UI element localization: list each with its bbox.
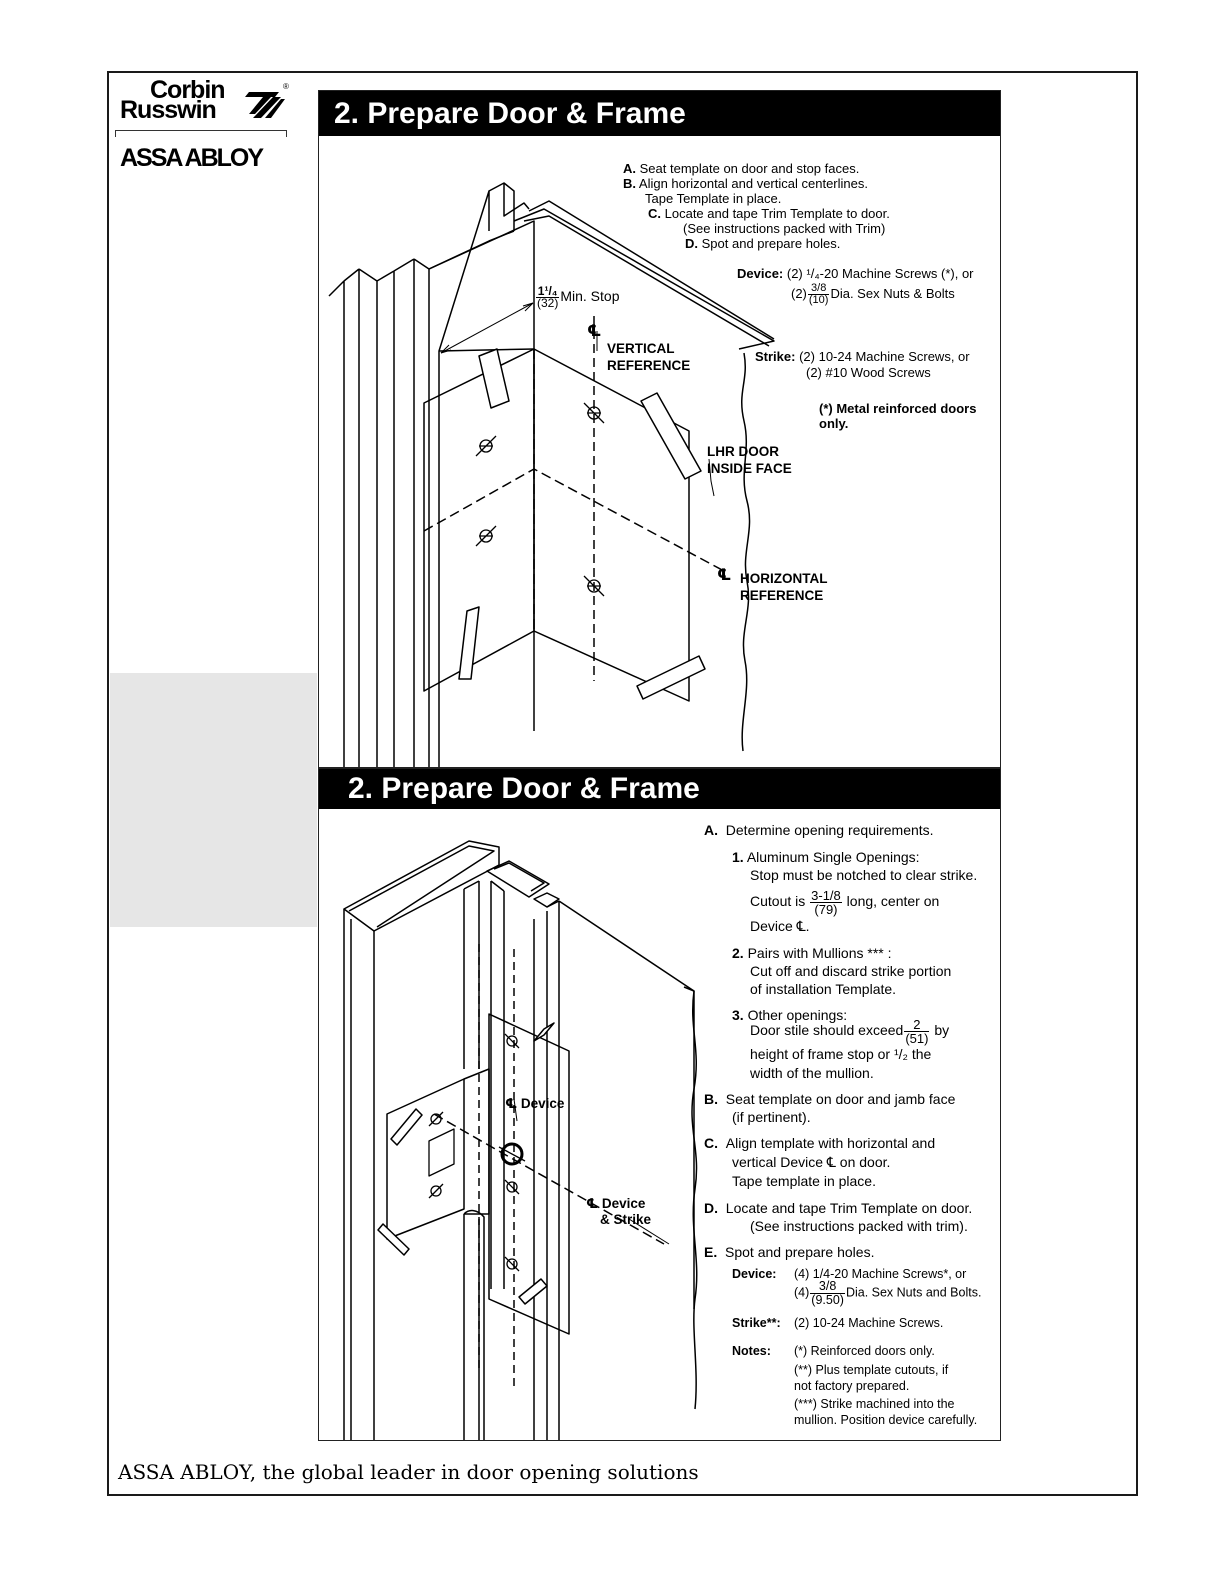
- step-a2: 2. Pairs with Mullions *** :: [732, 945, 892, 961]
- top-step-c: C. Locate and tape Trim Template to door.: [648, 206, 890, 221]
- logo-corbin-text: Corbin: [150, 76, 225, 104]
- top-note-line2: only.: [819, 416, 849, 431]
- strike-spec-line: (2) 10-24 Machine Screws.: [794, 1316, 944, 1330]
- door-label-1: LHR DOOR: [707, 444, 779, 459]
- logo-russwin-text: Russwin: [120, 96, 216, 124]
- step-a: A. Determine opening requirements.: [704, 822, 934, 838]
- step-a3-cont-3: width of the mullion.: [750, 1065, 874, 1081]
- device-spec-label: Device:: [732, 1267, 777, 1281]
- note-3b: mullion. Position device carefully.: [794, 1413, 978, 1427]
- top-step-a: A. Seat template on door and stop faces.: [623, 161, 860, 176]
- step-c: C. Align template with horizontal and: [704, 1135, 936, 1151]
- device-centerline-label: ℄ Device: [505, 1096, 565, 1111]
- top-strike-spec-line2: (2) #10 Wood Screws: [806, 365, 931, 380]
- logo-stripes-icon: [245, 84, 285, 120]
- step-b: B. Seat template on door and jamb face: [704, 1091, 956, 1107]
- footer-tagline: ASSA ABLOY, the global leader in door opening solutions: [118, 1460, 699, 1484]
- device-strike-label-1: ℄ Device: [586, 1196, 646, 1211]
- device-spec-line2: (4) $\frac{3/8}{(9.50)}$ Dia. Sex Nuts and Bolts.: [794, 1279, 982, 1307]
- top-strike-spec: Strike: (2) 10-24 Machine Screws, or: [755, 349, 970, 364]
- step-a2-cont-1: Cut off and discard strike portion: [750, 963, 952, 979]
- top-device-spec: Device: (2) ¹/₄-20 Machine Screws (*), or: [737, 266, 974, 281]
- bottom-panel-title: 2. Prepare Door & Frame: [319, 769, 1000, 809]
- top-step-b-cont: Tape Template in place.: [645, 191, 782, 206]
- step-a2-cont-2: of installation Template.: [750, 981, 897, 997]
- horizontal-reference-label-2: REFERENCE: [740, 588, 824, 603]
- cutout-line: Cutout is $\frac{3-1/8}{(79)}$ long, center on: [750, 888, 940, 917]
- cutout-line-2: Device ℄.: [750, 918, 810, 934]
- step-a1: 1. Aluminum Single Openings:: [732, 849, 920, 865]
- top-step-b: B. Align horizontal and vertical centerlines.: [623, 176, 868, 191]
- corbin-russwin-logo: [115, 78, 290, 178]
- vertical-centerline-symbol: ℄: [587, 323, 602, 340]
- step-d-cont: (See instructions packed with trim).: [750, 1218, 968, 1234]
- horizontal-reference-label-1: HORIZONTAL: [740, 571, 828, 586]
- note-2b: not factory prepared.: [794, 1379, 910, 1393]
- step-d: D. Locate and tape Trim Template on door.: [704, 1200, 973, 1216]
- vertical-reference-label-1: VERTICAL: [607, 341, 675, 356]
- assa-abloy-logo-text: ASSA ABLOY: [120, 144, 263, 172]
- note-2a: (**) Plus template cutouts, if: [794, 1363, 949, 1377]
- step-a3-cont-2: height of frame stop or ¹/₂ the: [750, 1046, 932, 1062]
- horizontal-centerline-symbol: ℄: [717, 567, 732, 584]
- door-label-2: INSIDE FACE: [707, 461, 792, 476]
- vertical-reference-label-2: REFERENCE: [607, 358, 691, 373]
- notes-label: Notes:: [732, 1344, 771, 1358]
- top-panel-title: 2. Prepare Door & Frame: [319, 91, 1000, 136]
- strike-spec-label: Strike**:: [732, 1316, 781, 1330]
- min-stop-dimension: $\frac{\text{1¹/₄}}{(32)}$ Min. Stop: [537, 284, 620, 310]
- top-note-line1: (*) Metal reinforced doors: [819, 401, 977, 416]
- step-a3: 3. Other openings:: [732, 1007, 848, 1023]
- step-a1-cont: Stop must be notched to clear strike.: [750, 867, 978, 883]
- top-step-c-cont: (See instructions packed with Trim): [683, 221, 886, 236]
- top-device-spec-line2: (2) $\frac{3/8}{(10)}$ Dia. Sex Nuts & Bolts: [791, 282, 955, 306]
- note-3a: (***) Strike machined into the: [794, 1397, 955, 1411]
- step-a3-cont-1: Door stile should exceed $\frac{2}{(51)}$ by: [750, 1017, 950, 1046]
- step-b-cont: (if pertinent).: [732, 1109, 811, 1125]
- device-spec-line1: (4) 1/4-20 Machine Screws*, or: [794, 1267, 967, 1281]
- device-strike-label-2: & Strike: [600, 1212, 652, 1227]
- logo-divider: [115, 130, 287, 137]
- sidebar-grey-block: [110, 673, 317, 927]
- top-step-d: D. Spot and prepare holes.: [685, 236, 841, 251]
- step-c-cont-2: Tape template in place.: [732, 1173, 876, 1189]
- top-panel: [318, 90, 1001, 768]
- bottom-panel: [318, 768, 1001, 1441]
- step-e: E. Spot and prepare holes.: [704, 1244, 875, 1260]
- step-c-cont-1: vertical Device ℄ on door.: [732, 1154, 891, 1170]
- note-1: (*) Reinforced doors only.: [794, 1344, 935, 1358]
- logo-registered-mark: ®: [283, 82, 289, 91]
